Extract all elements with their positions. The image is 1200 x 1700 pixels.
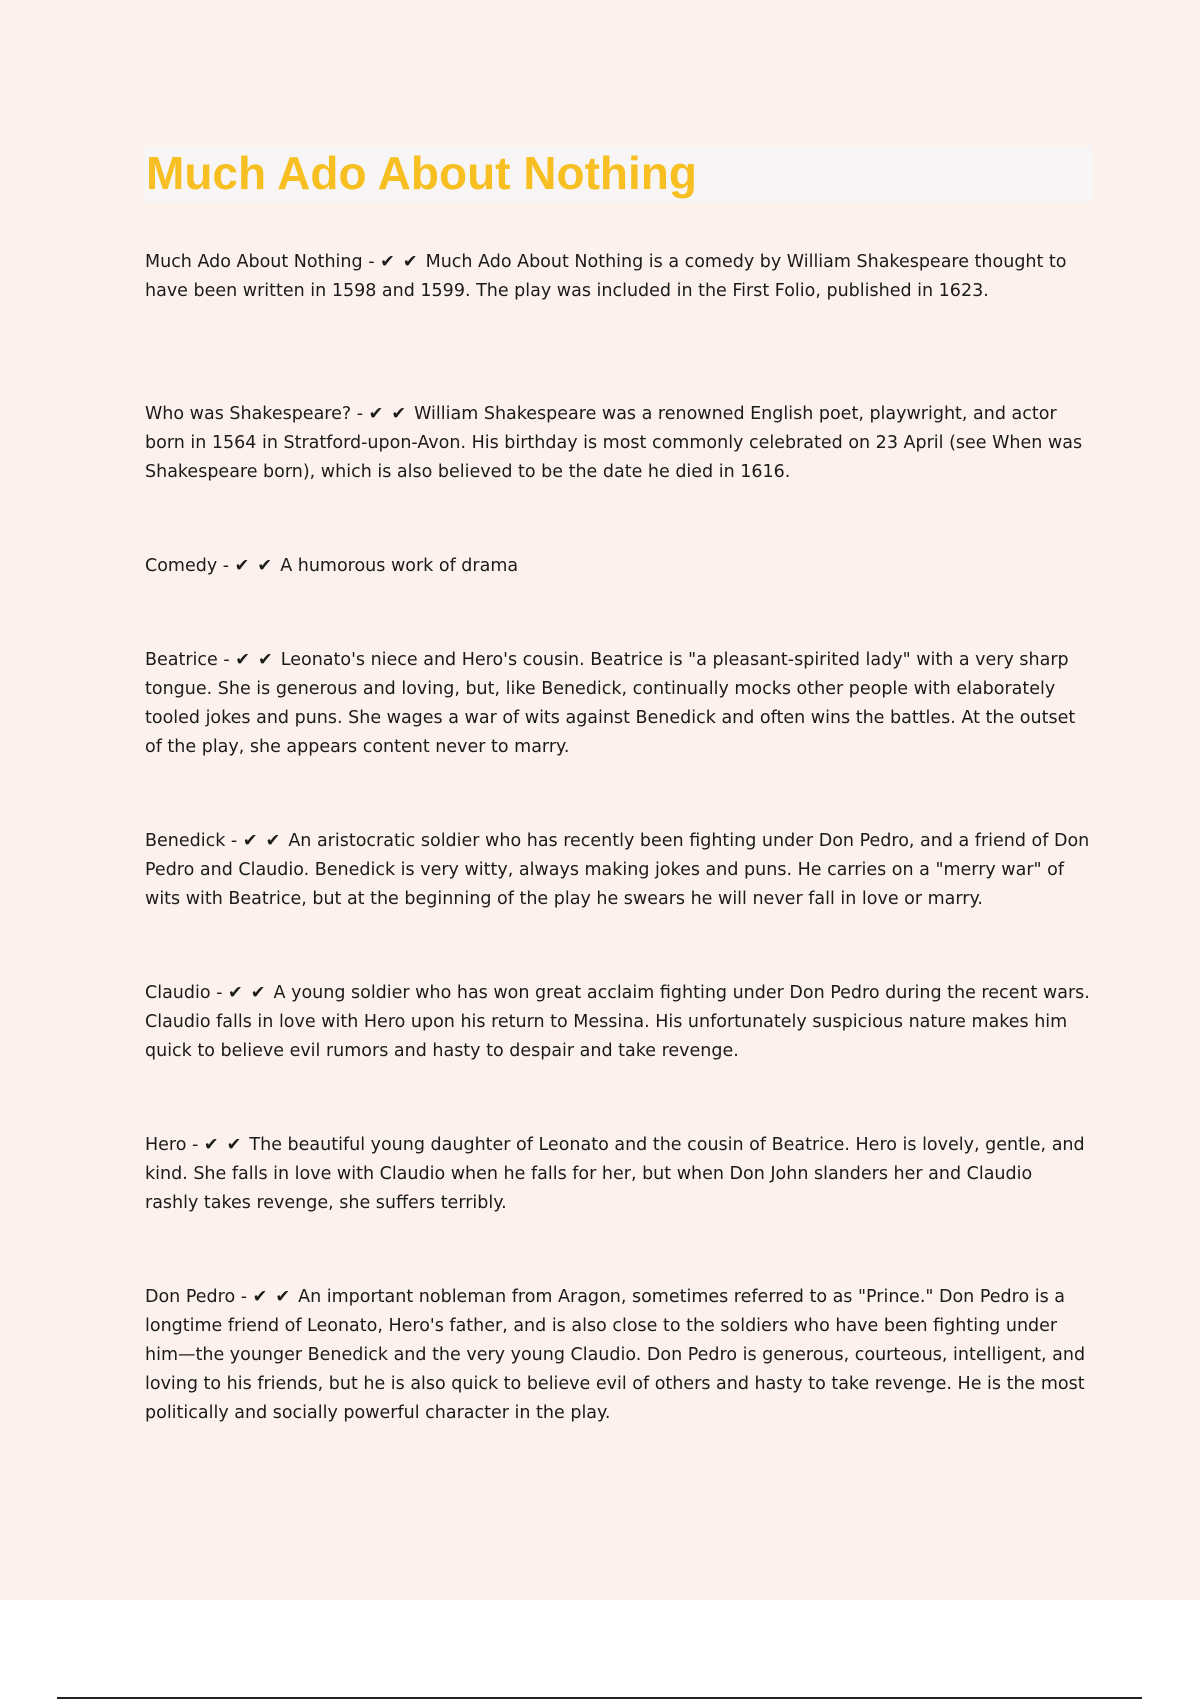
entry-definition: William Shakespeare was a renowned English poet, playwright, and actor born in 1564 in Stratford-upon-Avon. His birthday is most commonly celebrated on 23 April (see When was Shakespeare born), which is also believed to be the date he died in 1616. bbox=[145, 404, 1083, 482]
entry-definition: Leonato's niece and Hero's cousin. Beatrice is "a pleasant-spirited lady" with a very sharp tongue. She is generous and loving, but, like Benedick, continually mocks other people with elaborately tooled jokes and puns. She wages a war of wits against Benedick and often wins the battles. At the outset of the play, she appears content never to marry. bbox=[145, 650, 1076, 757]
check-marks-icon: ✔ ✔ bbox=[235, 650, 281, 670]
entry-hero bbox=[145, 1131, 1090, 1218]
entry-separator: - bbox=[186, 1135, 204, 1155]
check-marks-icon: ✔ ✔ bbox=[368, 404, 415, 424]
check-marks-icon: ✔ ✔ bbox=[252, 1287, 299, 1307]
entry-definition: A humorous work of drama bbox=[280, 556, 519, 576]
entry-separator: - bbox=[362, 252, 381, 272]
entry-separator: - bbox=[217, 556, 235, 576]
entry-beatrice bbox=[145, 646, 1090, 762]
check-marks-icon: ✔ ✔ bbox=[234, 556, 281, 576]
entry-definition: An aristocratic soldier who has recently been fighting under Don Pedro, and a friend of Don Pedro and Claudio. Benedick is very witty, always making jokes and puns. He carries on a "merry war" of wits with Beatrice, but at the beginning of the play he swears he will never fall in love or marry. bbox=[145, 831, 1090, 909]
check-marks-icon: ✔ ✔ bbox=[203, 1135, 250, 1155]
entry-separator: - bbox=[235, 1287, 253, 1307]
entry-term: Comedy bbox=[145, 556, 218, 576]
entry-term: Much Ado About Nothing bbox=[145, 252, 363, 272]
entry-term: Benedick bbox=[145, 831, 226, 851]
entry-don-pedro bbox=[145, 1283, 1090, 1428]
entry-term: Don Pedro bbox=[145, 1287, 236, 1307]
check-marks-icon: ✔ ✔ bbox=[380, 252, 426, 272]
entry-claudio bbox=[145, 979, 1090, 1066]
entry-term: Who was Shakespeare? bbox=[145, 404, 352, 424]
check-marks-icon: ✔ ✔ bbox=[228, 983, 274, 1003]
entry-who-was-shakespeare bbox=[145, 400, 1090, 487]
entry-much-ado bbox=[145, 248, 1090, 306]
entry-term: Beatrice bbox=[145, 650, 218, 670]
document-title: Much Ado About Nothing bbox=[146, 147, 697, 199]
entry-definition: A young soldier who has won great acclaim fighting under Don Pedro during the recent wars. Claudio falls in love with Hero upon his return to Messina. His unfortunately suspicious nature makes him quick to believe evil rumors and hasty to despair and take revenge. bbox=[145, 983, 1090, 1061]
entry-definition: An important nobleman from Aragon, sometimes referred to as "Prince." Don Pedro is a longtime friend of Leonato, Hero's father, and is also close to the soldiers who have been fighting under him—the younger Benedick and the very young Claudio. Don Pedro is generous, courteous, intelligent, and loving to his friends, but he is also quick to believe evil of others and hasty to take revenge. He is the most politically and socially powerful character in the play. bbox=[145, 1287, 1086, 1423]
entry-benedick bbox=[145, 827, 1090, 914]
footer-divider bbox=[57, 1697, 1142, 1699]
entry-term: Hero bbox=[145, 1135, 187, 1155]
entry-comedy bbox=[145, 552, 1090, 581]
entry-separator: - bbox=[217, 650, 236, 670]
entry-term: Claudio bbox=[145, 983, 211, 1003]
check-marks-icon: ✔ ✔ bbox=[242, 831, 289, 851]
entry-separator: - bbox=[351, 404, 369, 424]
entry-separator: - bbox=[210, 983, 229, 1003]
entry-separator: - bbox=[225, 831, 243, 851]
entry-definition: Much Ado About Nothing is a comedy by William Shakespeare thought to have been written in 1598 and 1599. The play was included in the First Folio, published in 1623. bbox=[145, 252, 1067, 301]
entry-definition: The beautiful young daughter of Leonato and the cousin of Beatrice. Hero is lovely, gentle, and kind. She falls in love with Claudio when he falls for her, but when Don John slanders her and Claudio rashly takes revenge, she suffers terribly. bbox=[145, 1135, 1085, 1213]
